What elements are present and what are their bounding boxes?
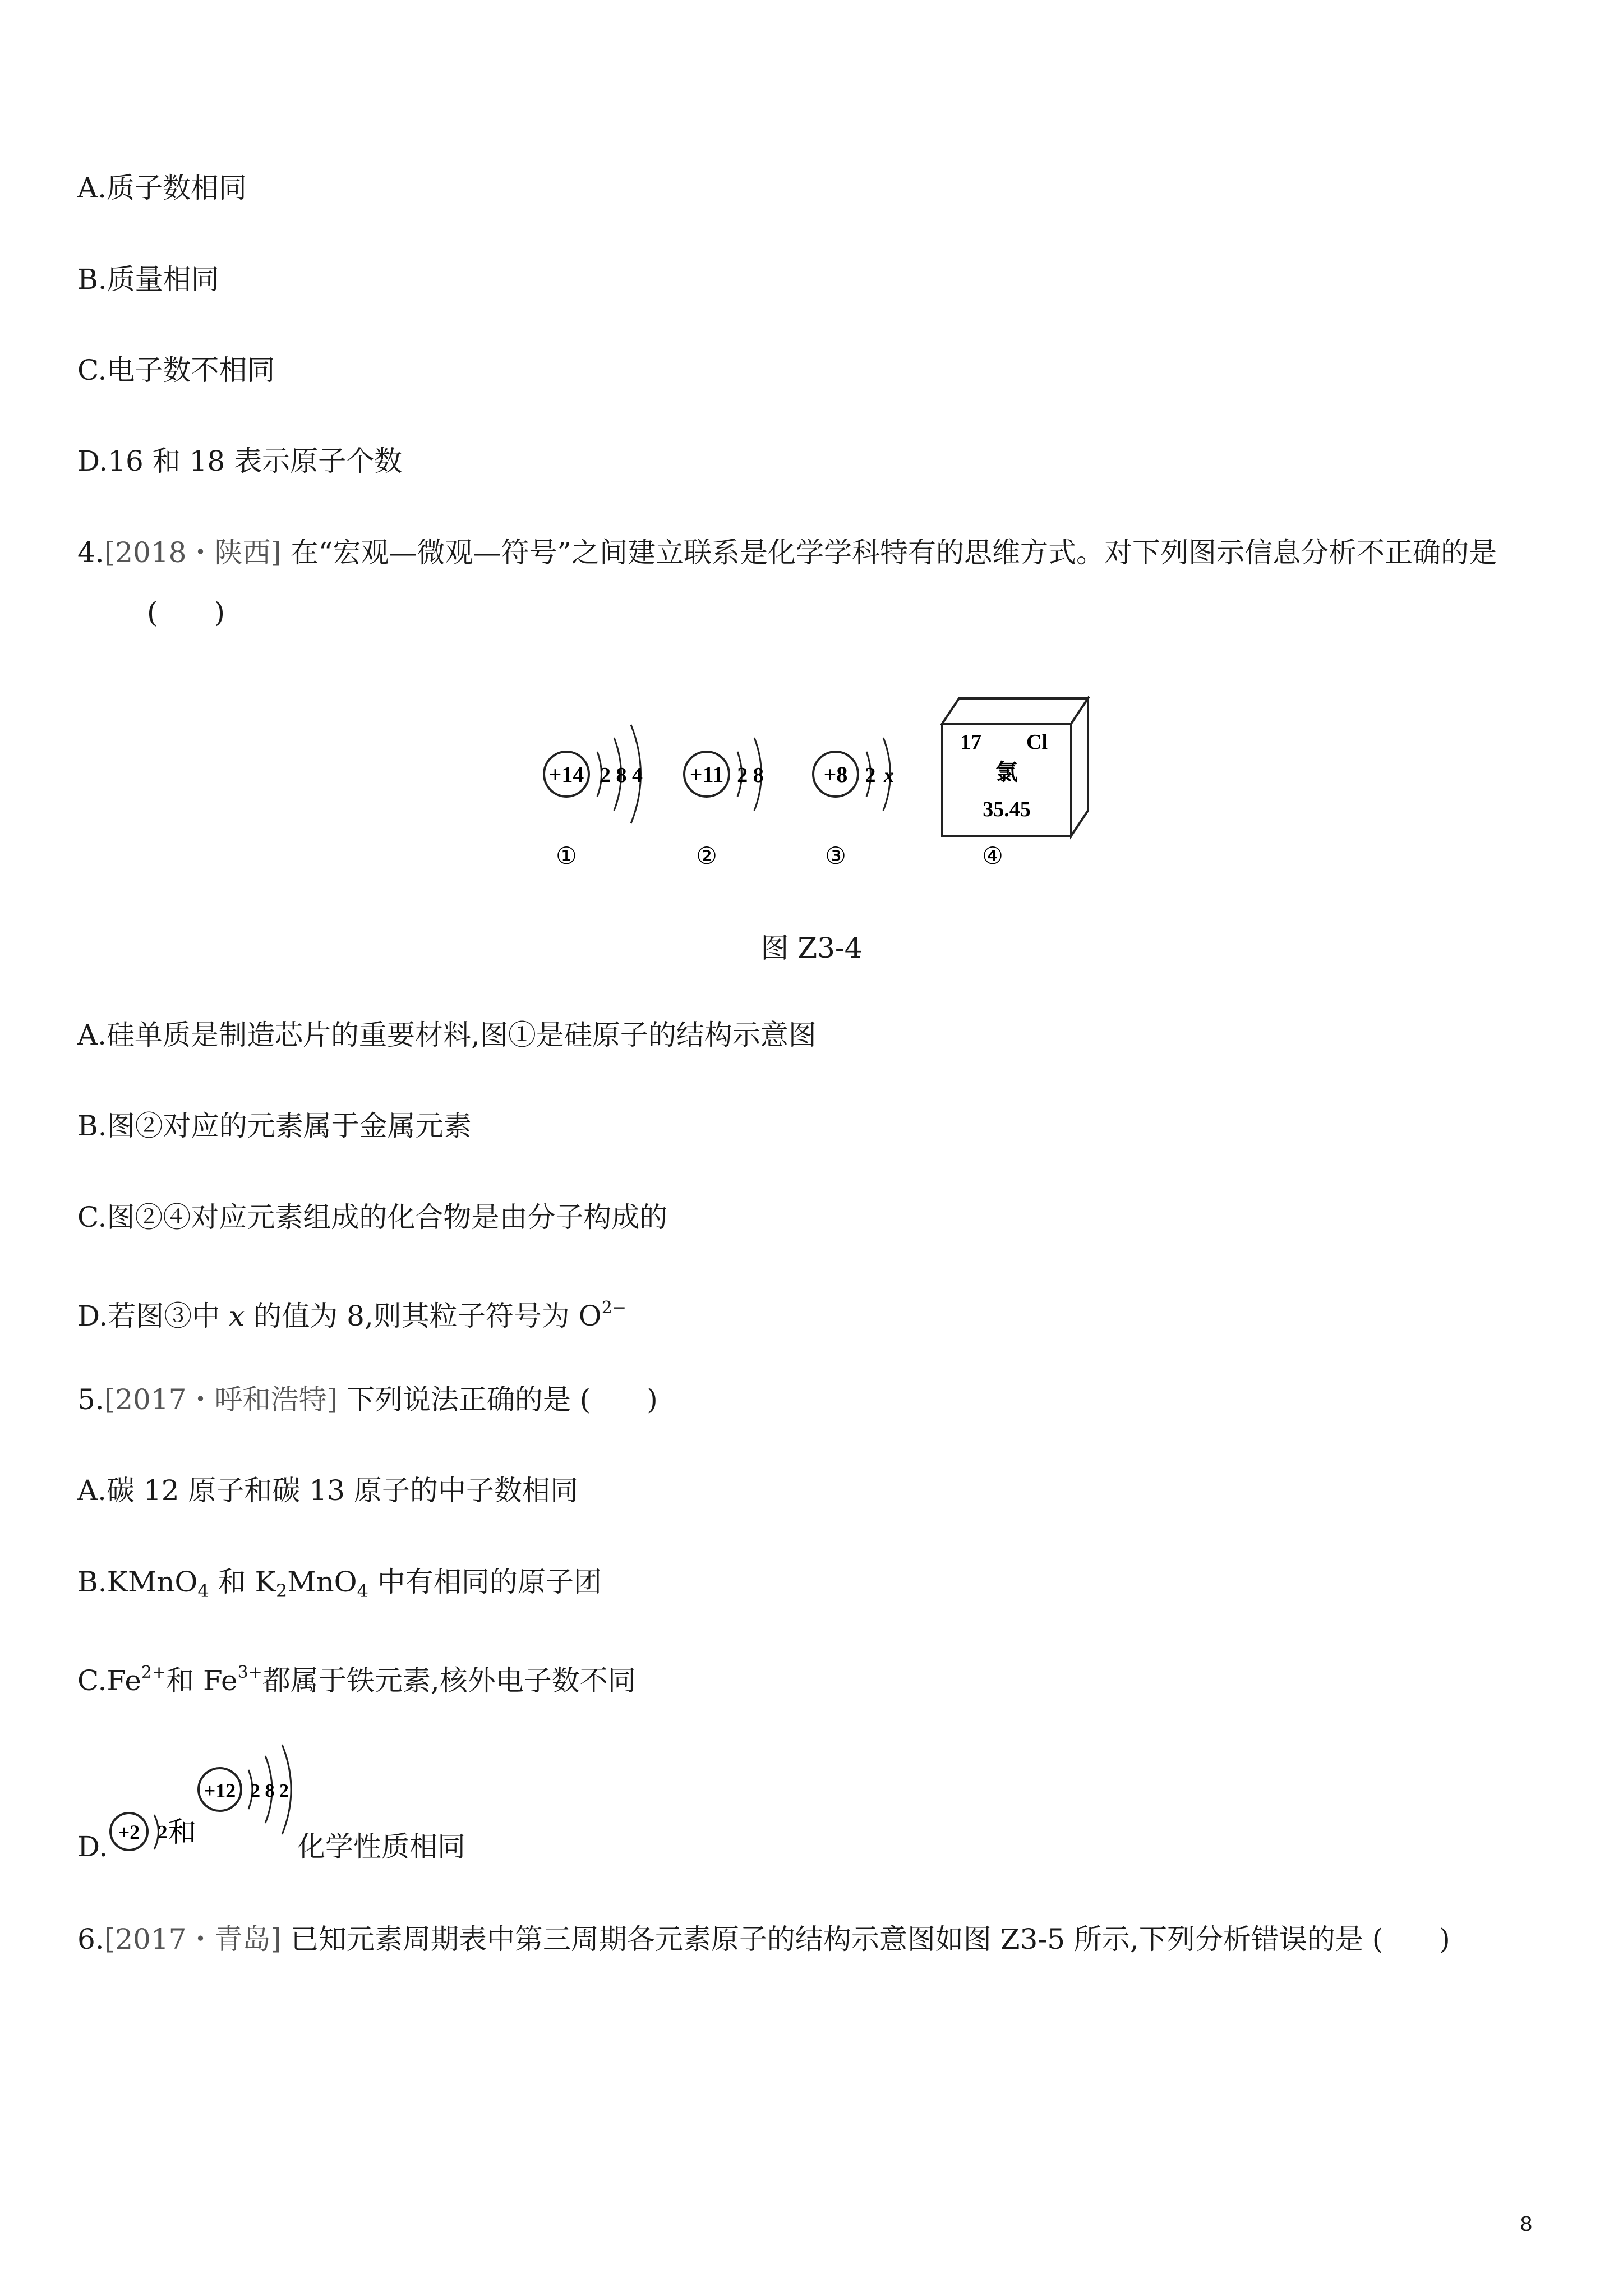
q5-b-sub: 2 [275,1580,288,1602]
atom3-shell-x: x [884,764,894,786]
atom3-shell-1: 2 [865,763,876,787]
q6-answer-paren: ( ) [1372,1923,1450,1955]
atom2-shells: 2 8 [737,763,764,787]
q4-number: 4. [77,536,104,569]
q5-c-part: 和 Fe [166,1664,238,1697]
figure-caption: 图 Z3-4 [760,932,863,964]
q3-option-d: D.16 和 18 表示原子个数 [77,445,403,477]
and-text: 和 [168,1816,196,1848]
q5-option-b [77,1565,602,1608]
q6-stem-text: 已知元素周期表中第三周期各元素原子的结构示意图如图 Z3-5 所示,下列分析错误的是 [290,1923,1363,1955]
element-name: 氯 [995,760,1018,785]
atom2-nucleus: +11 [689,762,724,787]
atom-a-shells: 2 [158,1822,168,1843]
atom-a-nucleus: +2 [118,1821,140,1843]
q4-answer-paren: ( ) [147,596,225,629]
q5-b-part: MnO [287,1566,357,1598]
atom1-shells: 2 8 4 [600,763,643,787]
q5-answer-paren: ( ) [579,1383,658,1416]
q5-option-d-diagrams [104,1742,306,1871]
q6-source: [2017・青岛] [104,1923,282,1955]
atom3-label: ③ [825,844,846,869]
q5-b-sub: 4 [357,1580,368,1602]
q5-stem-text: 下列说法正确的是 [346,1383,571,1416]
element-label: ④ [982,844,1003,869]
atom2-label: ② [696,844,717,869]
q5-number: 5. [77,1383,104,1416]
q4-option-d-var: x [229,1300,245,1332]
q4-option-d-charge: 2− [601,1298,626,1318]
atom1-label: ① [556,844,577,869]
helium-atom-diagram [110,1813,168,1850]
q5-c-sup: 2+ [141,1663,167,1682]
q4-option-d [77,1291,626,1333]
q4-option-a: A.硅单质是制造芯片的重要材料,图①是硅原子的结构示意图 [77,1019,817,1051]
q5-option-a: A.碳 12 原子和碳 13 原子的中子数相同 [77,1474,578,1507]
element-cell-chlorine [942,698,1088,869]
atom-diagram-2 [684,738,764,869]
atom3-nucleus: +8 [823,762,848,787]
page-number: 8 [1520,2213,1533,2236]
q5-option-d-text: 化学性质相同 [297,1830,465,1863]
element-mass: 35.45 [983,798,1031,821]
q5-b-part: B.KMnO [77,1566,198,1598]
q4-stem-text: 在“宏观—微观—符号”之间建立联系是化学学科特有的思维方式。对下列图示信息分析不正确的是 [290,536,1497,569]
q6-number: 6. [77,1923,104,1955]
q4-stem [77,536,1497,569]
q5-b-part: 中有相同的原子团 [368,1566,602,1598]
q5-b-part: 和 K [209,1566,276,1598]
q5-c-sup: 3+ [237,1663,262,1682]
q5-b-sub: 4 [197,1580,209,1602]
q3-option-b: B.质量相同 [77,263,219,296]
atom-b-shells: 2 8 2 [251,1780,289,1801]
q5-c-part: C.Fe [77,1664,141,1697]
q6-stem [77,1922,1450,1956]
figure-z3-4 [527,690,1110,881]
q5-option-d-prefix: D. [77,1830,108,1863]
q5-source: [2017・呼和浩特] [104,1383,338,1416]
q4-option-d-pre: D.若图③中 [77,1300,229,1332]
q4-option-b: B.图②对应的元素属于金属元素 [77,1110,472,1142]
q5-option-c [77,1656,636,1697]
atom-diagram-3 [813,738,894,869]
q5-c-part: 都属于铁元素,核外电子数不同 [262,1664,636,1697]
q4-source: [2018・陕西] [104,536,282,569]
atom1-nucleus: +14 [548,762,584,787]
q5-stem [77,1383,658,1416]
q4-option-d-post: 的值为 8,则其粒子符号为 O [245,1300,602,1332]
element-symbol: Cl [1026,730,1048,754]
atom-diagram-1 [544,725,643,869]
atom-b-nucleus: +12 [204,1779,236,1802]
q3-option-c: C.电子数不相同 [77,354,275,386]
magnesium-atom-diagram [199,1745,291,1834]
q3-option-a: A.质子数相同 [77,172,247,204]
q4-option-c: C.图②④对应元素组成的化合物是由分子构成的 [77,1201,668,1234]
element-number: 17 [960,730,981,754]
